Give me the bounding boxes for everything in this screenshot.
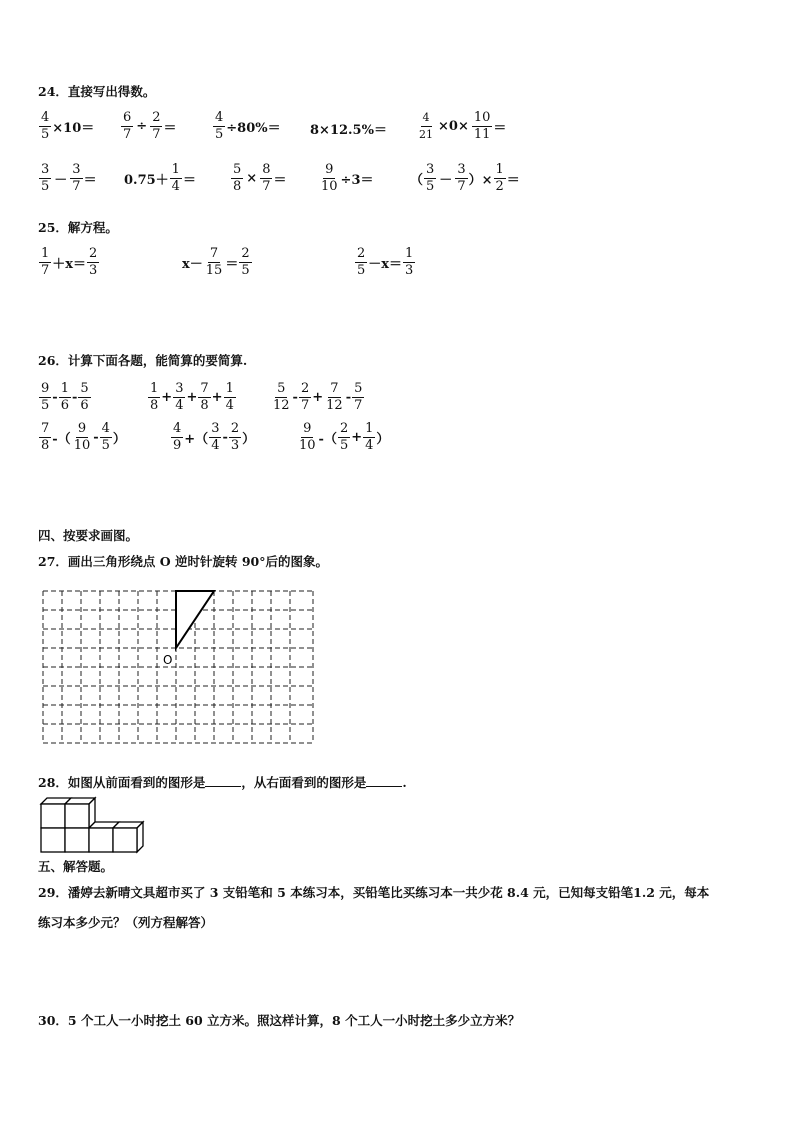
- q27-title: 27．画出三角形绕点 O 逆时针旋转 90°后的图象。: [38, 554, 328, 569]
- q24-r2-e5: （ $\frac{3}{5}$ － $\frac{3}{7}$ ）× $\frac{1}{2}$ ＝: [410, 162, 520, 194]
- fraction: $\frac{7}{8}$: [200, 381, 209, 413]
- fraction: $\frac{1}{6}$: [60, 381, 69, 413]
- q26-r2-e1: $\frac{7}{8}$ -（ $\frac{9}{10}$ - $\frac{4}{5}$ ）: [41, 421, 126, 453]
- fraction: $\frac{9}{5}$: [41, 381, 50, 413]
- q24-r2-e2: 0.75＋ $\frac{1}{4}$ ＝: [124, 162, 196, 194]
- fraction: $\frac{1}{4}$: [171, 162, 180, 194]
- fraction: $\frac{9}{10}$: [321, 162, 338, 194]
- fraction: $\frac{1}{4}$: [225, 381, 234, 413]
- q29-line-1: 29．潘婷去新晴文具超市买了 3 支铅笔和 5 本练习本，买铅笔比买练习本一共少花 8.4 元，已知每支铅笔1.2 元，每本: [38, 885, 710, 900]
- fraction: $\frac{5}{7}$: [354, 381, 363, 413]
- fraction: $\frac{7}{8}$: [41, 421, 50, 453]
- fraction: $\frac{1}{4}$: [365, 421, 374, 453]
- q24-title: 24．直接写出得数。: [38, 84, 156, 99]
- q25-title: 25．解方程。: [38, 220, 118, 235]
- fraction: $\frac{3}{4}$: [175, 381, 184, 413]
- q24-r2-e3: $\frac{5}{8}$ × $\frac{8}{7}$ ＝: [233, 162, 287, 194]
- fraction: $\frac{7}{12}$: [326, 381, 343, 413]
- section-five-title: 五、解答题。: [38, 859, 114, 874]
- q24-r1-e5: $\frac{4}{21}$ ×0× $\frac{10}{11}$ ＝: [419, 110, 507, 142]
- fraction: $\frac{6}{7}$: [123, 110, 132, 142]
- answer-blank-front[interactable]: [205, 774, 241, 787]
- q28-question: 28．如图从前面看到的图形是 ，从右面看到的图形是 .: [38, 775, 407, 790]
- cube-stack-figure: [38, 796, 150, 854]
- fraction: $\frac{1}{8}$: [150, 381, 159, 413]
- fraction: $\frac{2}{3}$: [89, 246, 98, 278]
- fraction: $\frac{2}{3}$: [230, 421, 240, 453]
- q26-r2-e3: $\frac{9}{10}$ -（ $\frac{2}{5}$ + $\frac{1}{4}$ ）: [299, 421, 390, 453]
- q29-line-2: 练习本多少元？（列方程解答）: [38, 915, 214, 930]
- rotation-grid-figure: [40, 588, 318, 748]
- fraction: $\frac{4}{21}$: [419, 111, 433, 141]
- fraction: $\frac{5}{8}$: [233, 162, 242, 194]
- answer-blank-right[interactable]: [366, 774, 402, 787]
- fraction: $\frac{1}{3}$: [405, 246, 414, 278]
- fraction: $\frac{10}{11}$: [473, 110, 491, 142]
- fraction: $\frac{9}{10}$: [299, 421, 316, 453]
- q25-e1: $\frac{1}{7}$ ＋x＝ $\frac{2}{3}$: [41, 246, 98, 278]
- q24-r2-e4: $\frac{9}{10}$ ÷3＝: [321, 162, 374, 194]
- fraction: $\frac{3}{5}$: [41, 162, 50, 194]
- point-o-label: O: [163, 653, 173, 667]
- q26-r1-e2: $\frac{1}{8}$ + $\frac{3}{4}$ + $\frac{7}{8}$ + $\frac{1}{4}$: [150, 381, 234, 413]
- fraction: $\frac{4}{5}$: [101, 421, 110, 453]
- fraction: $\frac{3}{7}$: [457, 162, 466, 194]
- q24-r1-e1: $\frac{4}{5}$ ×10＝: [41, 110, 95, 142]
- fraction: $\frac{3}{4}$: [211, 421, 220, 453]
- fraction: $\frac{2}{5}$: [241, 246, 250, 278]
- q26-title: 26．计算下面各题，能简算的要简算.: [38, 353, 248, 368]
- q26-r1-e3: $\frac{5}{12}$ - $\frac{2}{7}$ + $\frac{7}{12}$ - $\frac{5}{7}$: [273, 381, 363, 413]
- fraction: $\frac{4}{9}$: [173, 421, 182, 453]
- q24-r2-e1: $\frac{3}{5}$ － $\frac{3}{7}$ ＝: [41, 162, 97, 194]
- fraction: $\frac{5}{6}$: [80, 381, 89, 413]
- q26-r1-e1: $\frac{9}{5}$ - $\frac{1}{6}$ - $\frac{5}{6}$: [41, 381, 89, 413]
- fraction: $\frac{2}{7}$: [300, 381, 310, 413]
- q25-e3: $\frac{2}{5}$ －x＝ $\frac{1}{3}$: [357, 246, 414, 278]
- fraction: $\frac{9}{10}$: [73, 421, 91, 453]
- fraction: $\frac{2}{5}$: [339, 421, 349, 453]
- q24-r1-e3: $\frac{4}{5}$ ÷80%＝: [215, 110, 281, 142]
- fraction: $\frac{4}{5}$: [41, 110, 50, 142]
- fraction: $\frac{7}{15}$: [205, 246, 223, 278]
- q30-question: 30．5 个工人一小时挖土 60 立方米。照这样计算，8 个工人一小时挖土多少立方米？: [38, 1013, 521, 1028]
- fraction: $\frac{3}{5}$: [426, 162, 435, 194]
- q26-r2-e2: $\frac{4}{9}$ +（ $\frac{3}{4}$ - $\frac{2}{3}$ ）: [173, 421, 256, 453]
- fraction: $\frac{3}{7}$: [72, 162, 81, 194]
- q24-r1-e2: $\frac{6}{7}$ ÷ $\frac{2}{7}$ ＝: [123, 110, 177, 142]
- cube-blocks: [41, 798, 143, 852]
- fraction: $\frac{5}{12}$: [273, 381, 290, 413]
- fraction: $\frac{1}{2}$: [495, 162, 504, 194]
- fraction: $\frac{8}{7}$: [262, 162, 271, 194]
- q25-e2: x－ $\frac{7}{15}$ ＝ $\frac{2}{5}$: [182, 246, 250, 278]
- fraction: $\frac{4}{5}$: [215, 110, 224, 142]
- fraction: $\frac{2}{7}$: [152, 110, 161, 142]
- section-four-title: 四、按要求画图。: [38, 528, 139, 543]
- q29-question: [38, 878, 758, 938]
- q24-r1-e4: 8×12.5%＝: [310, 123, 387, 138]
- fraction: $\frac{2}{5}$: [357, 246, 366, 278]
- fraction: $\frac{1}{7}$: [41, 246, 50, 278]
